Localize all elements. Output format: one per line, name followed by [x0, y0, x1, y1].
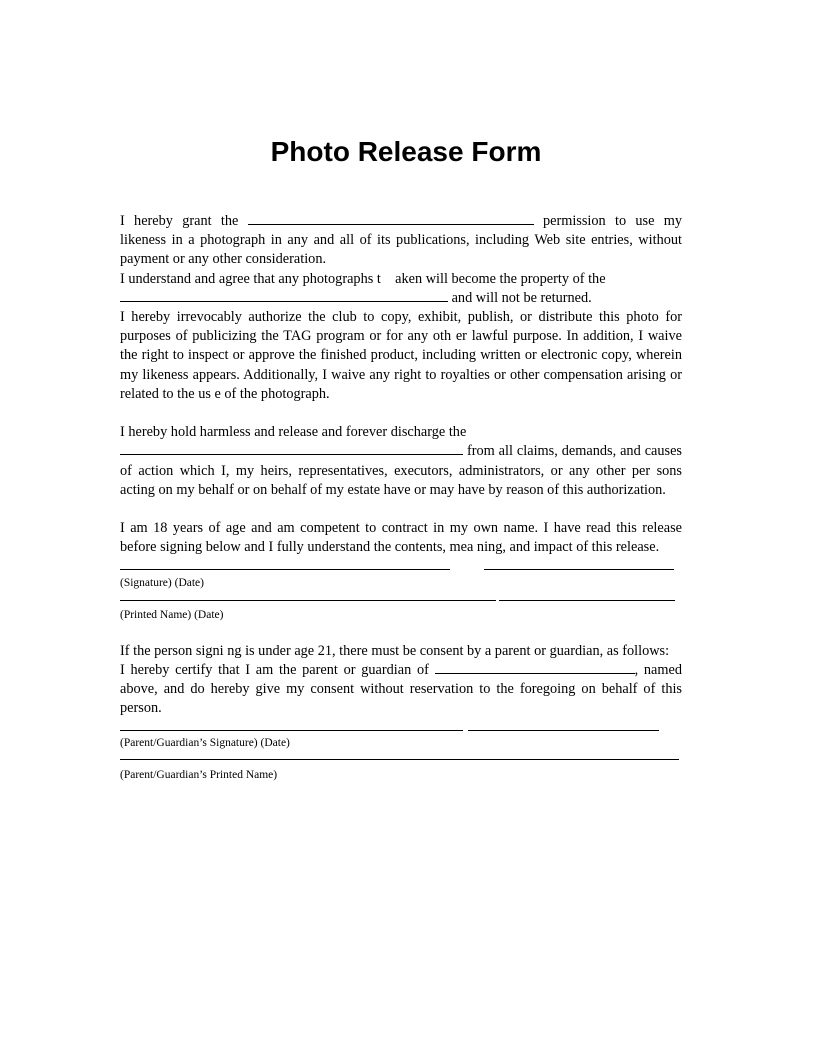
guardian-signature-date-caption: (Parent/Guardian’s Signature) (Date) [120, 737, 290, 750]
harmless-text-rest: causes of action which I, my heirs, representatives, executors, administrators, or any other per sons acting on my behalf or on behalf of my estate have or may have by reason of this authorization. [120, 443, 683, 498]
printed-name-line[interactable] [120, 600, 496, 601]
guardian-signature-row [120, 718, 682, 736]
minor-name-blank[interactable] [435, 661, 635, 674]
printed-name-date-line[interactable] [499, 600, 675, 601]
certify-text-start: I hereby certify that I am the parent or guardian of [120, 661, 429, 678]
page-title: Photo Release Form [270, 136, 542, 167]
property-owner-blank[interactable] [120, 289, 448, 302]
grant-text-start: I hereby grant the [120, 213, 239, 229]
signature-line[interactable] [120, 569, 450, 570]
guardian-printed-name-line[interactable] [120, 759, 679, 760]
release-party-blank[interactable] [120, 442, 463, 455]
authorize-paragraph: I hereby irrevocably authorize the club to copy, exhibit, publish, or distribute this photo for purposes of publicizing the TAG program or for any oth er lawful purpose. In addition, I waive the right to inspect or approve the finished product, including written or electronic copy, wherein my likeness appears. Additionally, I waive any right to royalties or other compensation arising or related to the us e of the photograph. [120, 309, 682, 402]
guardian-date-line[interactable] [468, 730, 659, 731]
guardian-printed-name-caption: (Parent/Guardian’s Printed Name) [120, 769, 278, 782]
signature-row [120, 558, 682, 576]
form-body [120, 212, 682, 782]
certify-paragraph [120, 661, 682, 719]
grant-paragraph [120, 212, 682, 270]
signature-date-caption: (Signature) (Date) [120, 576, 204, 589]
harmless-paragraph [120, 423, 682, 500]
harmless-text-mid: from all claims, demands, and [466, 443, 641, 460]
minor-paragraph: If the person signi ng is under age 21, there must be consent by a parent or guardian, as follows: [120, 642, 670, 659]
grant-text-end: permission to use my [542, 213, 683, 229]
certify-text-end: , [634, 661, 639, 678]
certify-text-rest: named above, and do hereby give my consent without reservation to the foregoing on behalf of this person. [120, 661, 683, 717]
property-text-start: I understand and agree that any photographs t aken will become the property of the [120, 270, 606, 287]
signature-date-line[interactable] [484, 569, 674, 570]
harmless-text-start: I hereby hold harmless and release and forever discharge the [120, 424, 467, 441]
grant-text-rest: likeness in a photograph in any and all of its publications, including Web site entries, without payment or any other consideration. [120, 232, 682, 268]
printed-name-row [120, 590, 682, 608]
club-name-blank[interactable] [248, 212, 534, 225]
property-text-end: and will not be returned. [451, 289, 592, 306]
age-paragraph: I am 18 years of age and am competent to contract in my own name. I have read this release before signing below and I fully understand the contents, mea ning, and impact of this release. [120, 520, 682, 556]
printed-name-date-caption: (Printed Name) (Date) [120, 608, 224, 621]
property-paragraph [120, 270, 682, 308]
guardian-printed-name-row [120, 750, 682, 768]
guardian-signature-line[interactable] [120, 730, 463, 731]
